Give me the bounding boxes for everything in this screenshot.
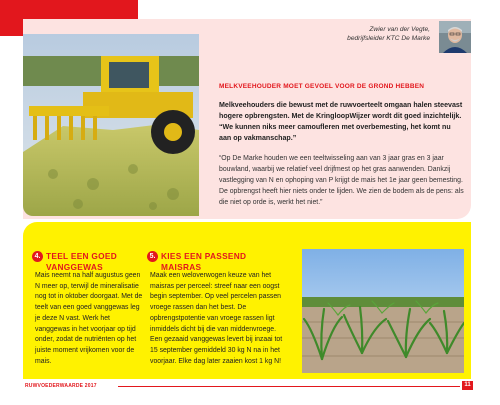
harvester-photo <box>23 34 199 216</box>
footer-rule <box>118 386 460 387</box>
section-5-number-badge: 5. <box>147 251 158 262</box>
article-lead: Melkveehouders die bewust met de ruwvoerteelt omgaan halen steevast hogere opbrengsten. Met de KringloopWijzer wordt dit goed inzichtelijk. “We kunnen niks meer camoufleren met overbemesting, het komt nu aan op vakmanschap.” <box>219 101 463 143</box>
corn-field-photo <box>302 249 464 373</box>
portrait-photo <box>439 21 471 53</box>
caption-role: bedrijfsleider KTC De Marke <box>347 35 430 42</box>
section-5-heading: KIES EEN PASSEND MAISRAS <box>161 251 247 272</box>
article-body: “Op De Marke houden we een teeltwisseling aan van 3 jaar gras en 3 jaar bouwland, waarbij we relatief veel drijfmest op het gras aanwenden. Dankzij vastlegging van N en ophoping van P krijgt de mais het 1e jaar geen bemesting. De opbrengst heeft hier niets onder te lijden. We zien de bodem als de pens: als die niet op orde is, werkt het niet.” <box>219 155 464 207</box>
section-5-title <box>147 251 267 272</box>
section-4-title <box>32 251 144 272</box>
caption-name: Zwier van der Vegte, <box>369 26 430 33</box>
page-number: 11 <box>462 381 473 390</box>
section-5-body: Maak een weloverwogen keuze van het maisras per perceel: streef naar een oogst begin september. Op veel percelen passen vroege rassen dan het best. De opbrengstpotentie van vroege rassen ligt inmiddels dicht bij die van middenvroege. Een gezaaid vanggewas levert bij inzaai tot 15 september gemiddeld 30 kg N na in het voorjaar. Elke dag later zaaien kost 1 kg N! <box>150 272 283 365</box>
footer-publication: RUWVOEDERWAARDE 2017 <box>25 383 97 389</box>
section-4-number-badge: 4. <box>32 251 43 262</box>
portrait-caption <box>210 25 430 43</box>
section-4-heading: TEEL EEN GOED VANGGEWAS <box>46 251 118 272</box>
section-4-body: Mais neemt na half augustus geen N meer op, terwijl de mineralisatie nog tot in oktober doorgaat. Met de teelt van een goed vanggewas leg je deze N vast. Werk het vanggewas in het voorjaar op tijd onder, zodat de nutriënten op het juiste moment vrijkomen voor de mais. <box>35 272 143 365</box>
article-heading: MELKVEEHOUDER MOET GEVOEL VOOR DE GROND HEBBEN <box>219 83 425 90</box>
